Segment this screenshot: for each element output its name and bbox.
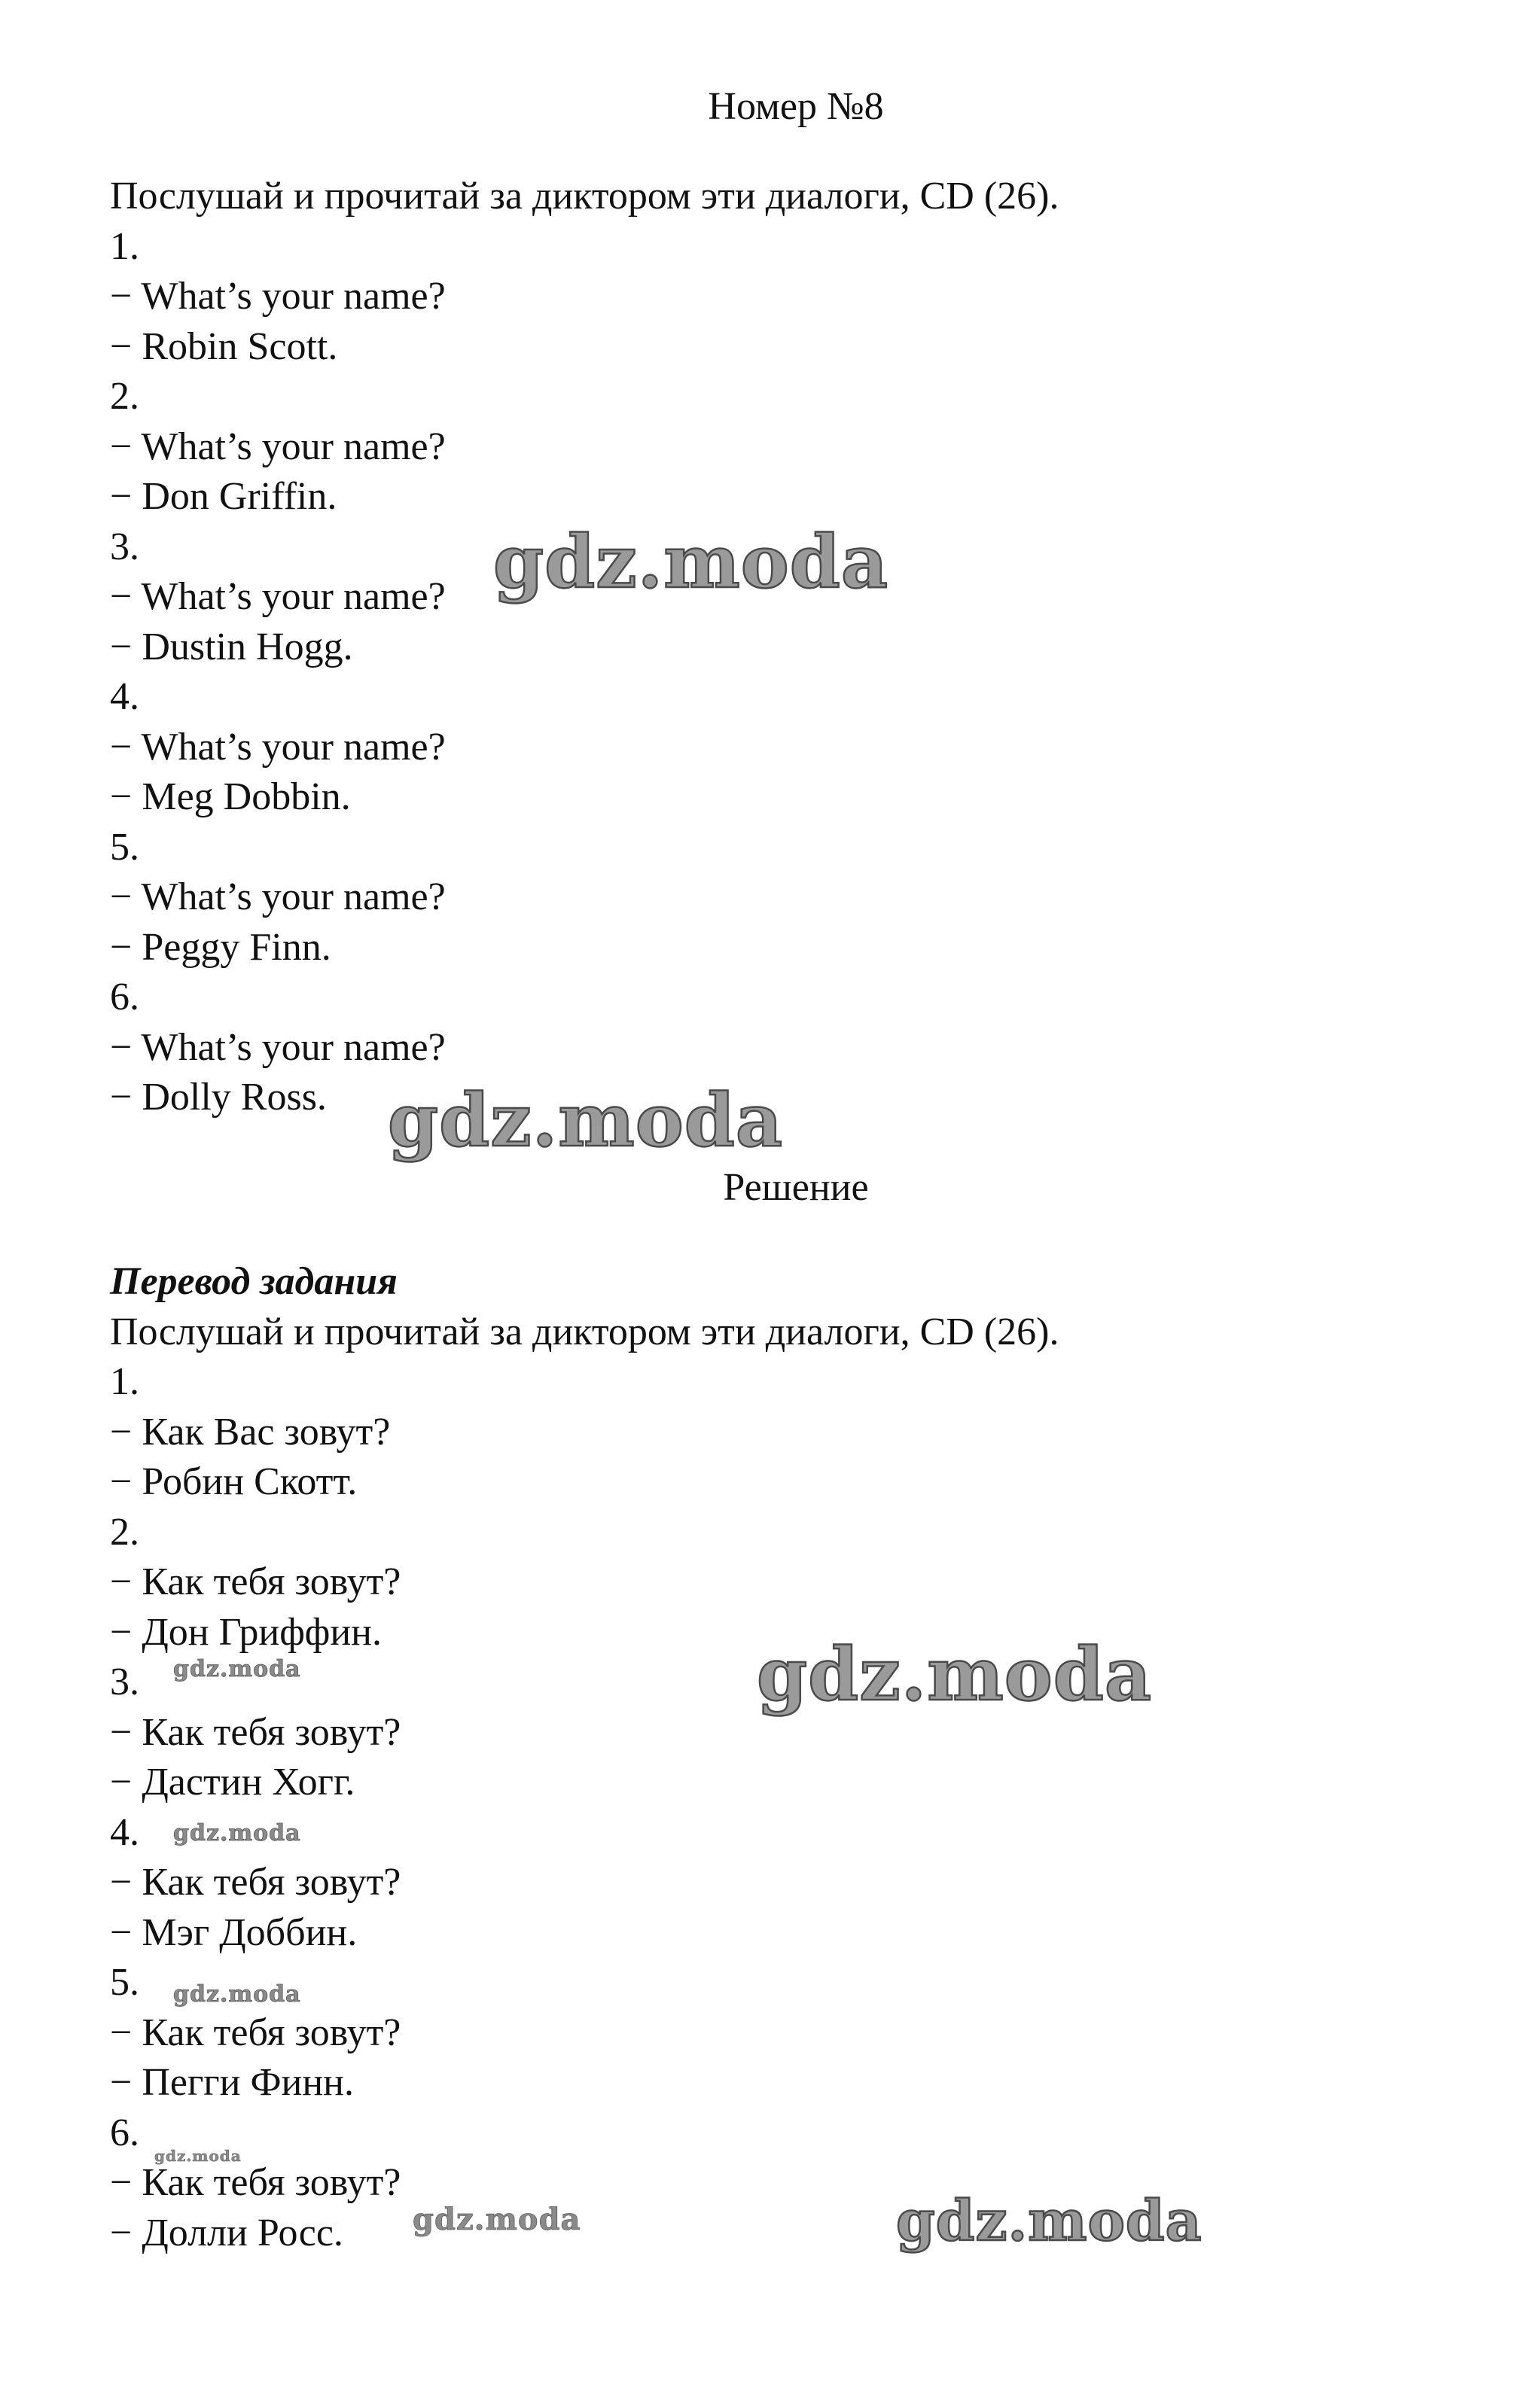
- dialogue-answer: − Долли Росс.: [110, 2211, 343, 2254]
- dialogue-number: 2.: [110, 375, 139, 418]
- dialogue-question: − Как тебя зовут?: [110, 2011, 401, 2054]
- dialogue-question: − Как Вас зовут?: [110, 1410, 391, 1454]
- dialogue-question: − What’s your name?: [110, 425, 446, 468]
- dialogue-answer: − Дон Гриффин.: [110, 1610, 382, 1654]
- dialogue-question: − Как тебя зовут?: [110, 1710, 401, 1754]
- watermark: gdz.moda: [493, 519, 889, 604]
- watermark: gdz.moda: [173, 1820, 301, 1846]
- dialogue-question: − What’s your name?: [110, 275, 446, 318]
- task-instruction: Послушай и прочитай за диктором эти диалоги, CD (26).: [110, 175, 1059, 218]
- dialogue-answer: − Пегги Финн.: [110, 2061, 355, 2104]
- dialogue-answer: − Дастин Хогг.: [110, 1761, 355, 1804]
- dialogue-question: − Как тебя зовут?: [110, 2161, 401, 2204]
- dialogue-answer: − Don Griffin.: [110, 475, 337, 518]
- translation-section: [110, 1257, 1390, 2258]
- dialogue-answer: − Робин Скотт.: [110, 1460, 358, 1503]
- dialogue-number: 3.: [110, 1661, 139, 1703]
- dialogue-answer: − Robin Scott.: [110, 324, 338, 368]
- dialogue-question: − What’s your name?: [110, 875, 446, 918]
- dialogue-number: 1.: [110, 224, 139, 268]
- dialogue-number: 4.: [110, 1810, 139, 1854]
- watermark: gdz.moda: [173, 1656, 301, 1682]
- dialogue-answer: − Мэг Доббин.: [110, 1910, 358, 1954]
- dialogue-answer: − Dolly Ross.: [110, 1076, 327, 1119]
- dialogue-question: − What’s your name?: [110, 1025, 446, 1069]
- dialogue-number: 5.: [110, 825, 139, 869]
- dialogue-answer: − Dustin Hogg.: [110, 625, 353, 668]
- solution-label: Решение: [723, 1166, 869, 1209]
- dialogue-question: − What’s your name?: [110, 725, 446, 769]
- watermark: gdz.moda: [413, 2202, 581, 2237]
- dialogue-number: 3.: [110, 525, 139, 568]
- dialogue-question: − What’s your name?: [110, 575, 446, 618]
- dialogue-number: 2.: [110, 1510, 139, 1554]
- translation-heading: Перевод задания: [110, 1260, 398, 1303]
- watermark: gdz.moda: [896, 2189, 1202, 2254]
- dialogue-question: − Как тебя зовут?: [110, 1560, 401, 1603]
- watermark: gdz.moda: [388, 1078, 784, 1163]
- dialogue-question: − Как тебя зовут?: [110, 1861, 401, 1904]
- dialogue-answer: − Peggy Finn.: [110, 925, 331, 969]
- dialogue-number: 4.: [110, 675, 139, 718]
- dialogue-number: 1.: [110, 1360, 139, 1403]
- task-section: [110, 172, 1390, 1123]
- dialogue-number: 5.: [110, 1961, 139, 2004]
- watermark: gdz.moda: [173, 1981, 301, 2008]
- page-title: Номер №8: [708, 85, 884, 128]
- watermark: gdz.moda: [757, 1632, 1153, 1717]
- dialogue-number: 6.: [110, 976, 139, 1018]
- dialogue-answer: − Meg Dobbin.: [110, 775, 351, 818]
- translation-instruction: Послушай и прочитай за диктором эти диалоги, CD (26).: [110, 1310, 1059, 1353]
- watermark: gdz.moda: [154, 2147, 242, 2165]
- dialogue-number: 6.: [110, 2111, 139, 2154]
